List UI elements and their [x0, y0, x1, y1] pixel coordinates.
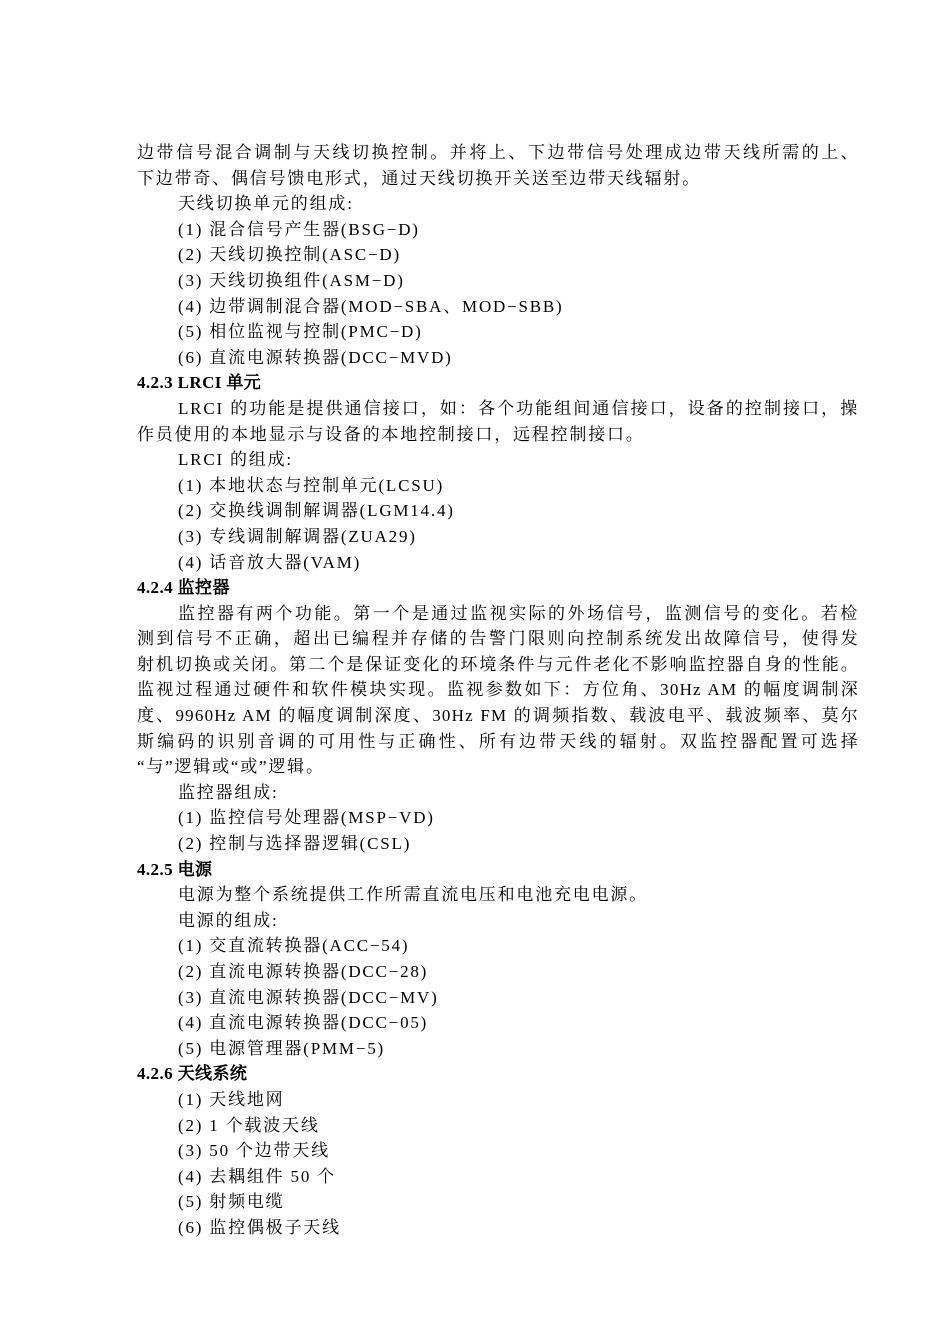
paragraph-line: 监控器有两个功能。第一个是通过监视实际的外场信号，监测信号的变化。若检	[178, 603, 859, 623]
section-heading-4-2-5: 4.2.5 电源	[137, 859, 213, 879]
power-composition-title: 电源的组成:	[178, 910, 279, 930]
list-item: (4) 去耦组件 50 个	[178, 1166, 336, 1186]
list-item: (3) 直流电源转换器(DCC−MV)	[178, 987, 439, 1007]
section-heading-4-2-4: 4.2.4 监控器	[137, 578, 230, 598]
list-item: (6) 监控偶极子天线	[178, 1217, 341, 1237]
paragraph-line: 度、9960Hz AM 的幅度调制深度、30Hz FM 的调频指数、载波电平、载波频率、莫尔	[137, 706, 859, 726]
paragraph-line: 电源为整个系统提供工作所需直流电压和电池充电电源。	[178, 885, 648, 905]
list-item: (4) 直流电源转换器(DCC−05)	[178, 1013, 429, 1033]
paragraph-line: “与”逻辑或“或”逻辑。	[137, 757, 325, 777]
list-item: (2) 直流电源转换器(DCC−28)	[178, 962, 429, 981]
list-item: (4) 边带调制混合器(MOD−SBA、MOD−SBB)	[178, 296, 564, 316]
paragraph-line: 测到信号不正确，超出已编程并存储的告警门限则向控制系统发出故障信号，使得发	[137, 629, 859, 649]
intro-line: 下边带奇、偶信号馈电形式，通过天线切换开关送至边带天线辐射。	[137, 168, 701, 188]
paragraph-line: 监视过程通过硬件和软件模块实现。监视参数如下：方位角、30Hz AM 的幅度调制深	[137, 680, 859, 700]
monitor-composition-title: 监控器组成:	[178, 782, 279, 802]
list-item: (1) 本地状态与控制单元(LCSU)	[178, 475, 445, 495]
list-item: (5) 射频电缆	[178, 1192, 285, 1212]
list-item: (6) 直流电源转换器(DCC−MVD)	[178, 347, 453, 367]
lrci-composition-title: LRCI 的组成:	[178, 450, 293, 470]
list-item: (3) 天线切换组件(ASM−D)	[178, 270, 405, 290]
list-item: (2) 天线切换控制(ASC−D)	[178, 245, 401, 265]
list-item: (2) 交换线调制解调器(LGM14.4)	[178, 501, 455, 521]
paragraph-line: 作员使用的本地显示与设备的本地控制接口，远程控制接口。	[137, 424, 645, 444]
list-item: (1) 混合信号产生器(BSG−D)	[178, 219, 420, 239]
list-item: (3) 50 个边带天线	[178, 1141, 330, 1161]
section-heading-4-2-3: 4.2.3 LRCI 单元	[137, 373, 262, 393]
list-item: (2) 1 个载波天线	[178, 1115, 320, 1135]
paragraph-line: 射机切换或关闭。第二个是保证变化的环境条件与元件老化不影响监控器自身的性能。	[137, 654, 859, 674]
list-item: (1) 天线地网	[178, 1089, 285, 1109]
intro-line: 边带信号混合调制与天线切换控制。并将上、下边带信号处理成边带天线所需的上、	[137, 143, 859, 162]
list-item: (5) 电源管理器(PMM−5)	[178, 1038, 385, 1058]
list-item: (1) 交直流转换器(ACC−54)	[178, 936, 410, 956]
list-item: (5) 相位监视与控制(PMC−D)	[178, 322, 423, 342]
paragraph-line: LRCI 的功能是提供通信接口，如：各个功能组间通信接口，设备的控制接口，操	[178, 398, 859, 418]
document-page	[137, 140, 859, 1241]
section-heading-4-2-6: 4.2.6 天线系统	[137, 1064, 248, 1084]
list-item: (1) 监控信号处理器(MSP−VD)	[178, 808, 435, 828]
list-item: (4) 话音放大器(VAM)	[178, 552, 362, 572]
paragraph-line: 斯编码的识别音调的可用性与正确性、所有边带天线的辐射。双监控器配置可选择	[137, 731, 859, 751]
list-item: (3) 专线调制解调器(ZUA29)	[178, 526, 417, 546]
antenna-switch-title: 天线切换单元的组成:	[178, 194, 354, 214]
list-item: (2) 控制与选择器逻辑(CSL)	[178, 834, 412, 854]
